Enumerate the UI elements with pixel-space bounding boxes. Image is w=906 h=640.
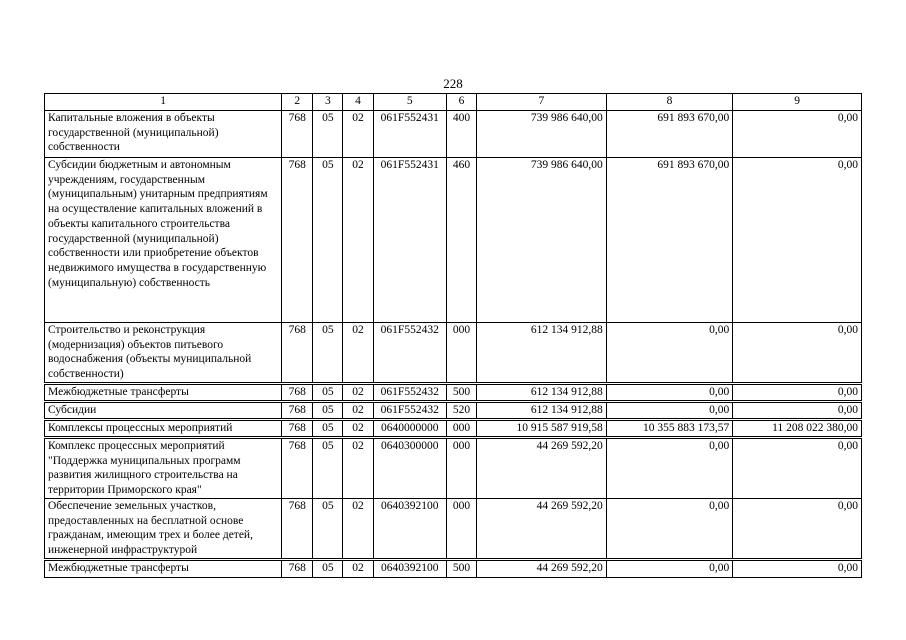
column-header: 7: [477, 94, 607, 111]
column-header: 1: [45, 94, 282, 111]
header-row: [45, 94, 862, 111]
amount-col8: 0,00: [606, 384, 733, 402]
column-header: 6: [446, 94, 476, 111]
amount-col8: 0,00: [606, 559, 733, 577]
ministry-code: 768: [282, 559, 313, 577]
item-name: Обеспечение земельных участков, предоставленных на бесплатной основе гражданам, имеющим трех и более детей, инженерной инфраструктурой: [45, 498, 282, 559]
amount-col9: 0,00: [733, 323, 862, 384]
amount-col7: 44 269 592,20: [477, 438, 607, 499]
amount-col7: 44 269 592,20: [477, 498, 607, 559]
expense-type-code: 000: [446, 323, 476, 384]
amount-col7: 10 915 587 919,58: [477, 420, 607, 438]
ministry-code: 768: [282, 498, 313, 559]
table-row: [45, 111, 862, 158]
table-row: [45, 498, 862, 559]
amount-col8: 691 893 670,00: [606, 158, 733, 323]
target-article-code: 061F552431: [373, 158, 446, 323]
table-row: [45, 323, 862, 384]
section-code: 05: [313, 420, 343, 438]
amount-col9: 0,00: [733, 384, 862, 402]
amount-col7: 612 134 912,88: [477, 323, 607, 384]
target-article-code: 0640392100: [373, 498, 446, 559]
table-row: [45, 438, 862, 499]
subsection-code: 02: [343, 323, 373, 384]
ministry-code: 768: [282, 384, 313, 402]
ministry-code: 768: [282, 111, 313, 158]
column-header: 9: [733, 94, 862, 111]
item-name: Комплексы процессных мероприятий: [45, 420, 282, 438]
section-code: 05: [313, 384, 343, 402]
subsection-code: 02: [343, 384, 373, 402]
expense-type-code: 000: [446, 420, 476, 438]
item-name: Межбюджетные трансферты: [45, 384, 282, 402]
section-code: 05: [313, 559, 343, 577]
subsection-code: 02: [343, 402, 373, 420]
amount-col8: 10 355 883 173,57: [606, 420, 733, 438]
target-article-code: 061F552432: [373, 402, 446, 420]
item-name: Межбюджетные трансферты: [45, 559, 282, 577]
target-article-code: 061F552432: [373, 323, 446, 384]
amount-col7: 739 986 640,00: [477, 111, 607, 158]
page-number: 228: [443, 76, 463, 91]
subsection-code: 02: [343, 420, 373, 438]
section-code: 05: [313, 438, 343, 499]
item-name: Субсидии бюджетным и автономным учреждениям, государственным (муниципальным) унитарным предприятиям на осуществление капитальных вложений в объекты капитального строительства государственной (муниципальной) собственности или приобретение объектов недвижимого имущества в государственную (муниципальную) собственность: [45, 158, 282, 323]
target-article-code: 061F552431: [373, 111, 446, 158]
subsection-code: 02: [343, 158, 373, 323]
section-code: 05: [313, 111, 343, 158]
table-row: [45, 559, 862, 577]
subsection-code: 02: [343, 438, 373, 499]
expense-type-code: 500: [446, 384, 476, 402]
column-header: 2: [282, 94, 313, 111]
column-header: 8: [606, 94, 733, 111]
table-row: [45, 420, 862, 438]
section-code: 05: [313, 498, 343, 559]
expense-type-code: 400: [446, 111, 476, 158]
amount-col9: 0,00: [733, 158, 862, 323]
expense-type-code: 000: [446, 498, 476, 559]
ministry-code: 768: [282, 402, 313, 420]
target-article-code: 0640392100: [373, 559, 446, 577]
subsection-code: 02: [343, 498, 373, 559]
section-code: 05: [313, 158, 343, 323]
item-name: Субсидии: [45, 402, 282, 420]
amount-col9: 11 208 022 380,00: [733, 420, 862, 438]
amount-col8: 0,00: [606, 402, 733, 420]
expense-type-code: 520: [446, 402, 476, 420]
amount-col9: 0,00: [733, 438, 862, 499]
column-header: 4: [343, 94, 373, 111]
budget-table: [44, 93, 862, 578]
ministry-code: 768: [282, 420, 313, 438]
item-name: Комплекс процессных мероприятий "Поддержка муниципальных программ развития жилищного строительства на территории Приморского края": [45, 438, 282, 499]
section-code: 05: [313, 323, 343, 384]
column-header: 3: [313, 94, 343, 111]
amount-col9: 0,00: [733, 402, 862, 420]
subsection-code: 02: [343, 559, 373, 577]
expense-type-code: 460: [446, 158, 476, 323]
amount-col9: 0,00: [733, 498, 862, 559]
section-code: 05: [313, 402, 343, 420]
item-name: Капитальные вложения в объекты государственной (муниципальной) собственности: [45, 111, 282, 158]
item-name: Строительство и реконструкция (модернизация) объектов питьевого водоснабжения (объекты муниципальной собственности): [45, 323, 282, 384]
amount-col8: 0,00: [606, 438, 733, 499]
amount-col8: 691 893 670,00: [606, 111, 733, 158]
table-row: [45, 384, 862, 402]
amount-col8: 0,00: [606, 323, 733, 384]
amount-col9: 0,00: [733, 559, 862, 577]
ministry-code: 768: [282, 158, 313, 323]
amount-col7: 612 134 912,88: [477, 402, 607, 420]
target-article-code: 0640000000: [373, 420, 446, 438]
expense-type-code: 000: [446, 438, 476, 499]
target-article-code: 061F552432: [373, 384, 446, 402]
expense-type-code: 500: [446, 559, 476, 577]
subsection-code: 02: [343, 111, 373, 158]
table-row: [45, 158, 862, 323]
amount-col7: 612 134 912,88: [477, 384, 607, 402]
ministry-code: 768: [282, 438, 313, 499]
column-header: 5: [373, 94, 446, 111]
amount-col7: 739 986 640,00: [477, 158, 607, 323]
ministry-code: 768: [282, 323, 313, 384]
amount-col7: 44 269 592,20: [477, 559, 607, 577]
target-article-code: 0640300000: [373, 438, 446, 499]
table-row: [45, 402, 862, 420]
amount-col9: 0,00: [733, 111, 862, 158]
amount-col8: 0,00: [606, 498, 733, 559]
